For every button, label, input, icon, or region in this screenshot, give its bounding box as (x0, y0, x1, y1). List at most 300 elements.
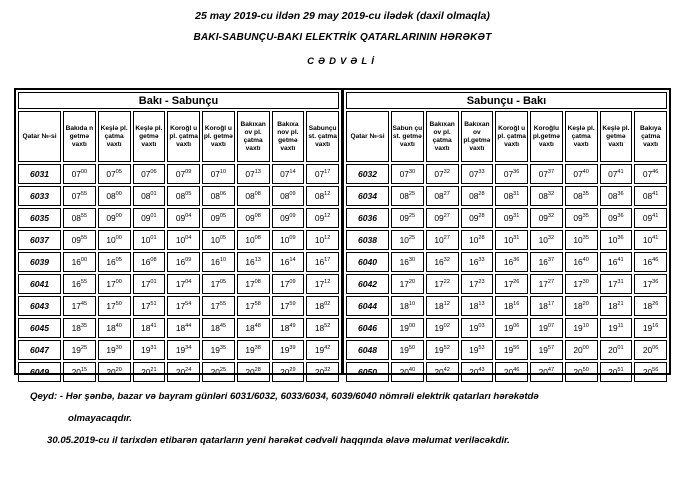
time-cell (426, 340, 459, 360)
time-cell (306, 318, 339, 338)
time-hour: 18 (399, 301, 409, 311)
time-minute: 20 (408, 279, 416, 286)
time-minute: 00 (115, 235, 122, 242)
column-header: Bakıxan ov pl. çatma vaxtı (426, 111, 459, 162)
time-hour: 17 (434, 279, 444, 289)
time-minute: 55 (80, 279, 88, 286)
time-minute: 24 (185, 367, 192, 374)
time-minute: 27 (547, 279, 555, 286)
time-cell (237, 230, 270, 250)
time-cell (495, 318, 528, 338)
time-hour: 10 (106, 235, 116, 245)
time-hour: 19 (503, 345, 514, 355)
time-cell (306, 274, 339, 294)
time-hour: 18 (538, 301, 548, 311)
time-minute: 46 (513, 367, 520, 374)
time-cell (530, 252, 563, 272)
time-cell (391, 362, 424, 382)
time-hour: 18 (71, 323, 81, 333)
time-hour: 16 (71, 257, 81, 267)
table-row (346, 274, 667, 294)
time-cell (600, 230, 633, 250)
time-minute: 52 (443, 345, 450, 352)
time-cell (461, 252, 494, 272)
time-minute: 28 (478, 213, 485, 220)
time-hour: 16 (469, 257, 479, 267)
train-number: 6044 (346, 296, 389, 316)
time-cell (565, 318, 598, 338)
time-cell (426, 318, 459, 338)
table-row (18, 318, 339, 338)
time-cell (634, 296, 667, 316)
time-minute: 36 (652, 279, 659, 286)
time-hour: 20 (175, 367, 186, 377)
time-hour: 17 (71, 301, 81, 311)
time-hour: 20 (642, 367, 653, 377)
time-minute: 16 (513, 301, 520, 308)
time-minute: 08 (254, 213, 261, 220)
time-minute: 09 (185, 257, 192, 264)
time-hour: 18 (314, 323, 325, 333)
table-row (346, 362, 667, 382)
train-number: 6049 (18, 362, 61, 382)
train-number: 6035 (18, 208, 61, 228)
time-hour: 07 (538, 169, 548, 179)
time-hour: 19 (106, 345, 116, 355)
time-minute: 01 (150, 191, 157, 198)
time-minute: 10 (408, 301, 416, 308)
train-number: 6038 (346, 230, 389, 250)
time-minute: 27 (443, 191, 450, 198)
time-cell (306, 186, 339, 206)
time-cell (237, 208, 270, 228)
time-hour: 19 (210, 345, 220, 355)
time-hour: 16 (642, 257, 653, 267)
time-minute: 12 (324, 213, 331, 220)
time-minute: 55 (80, 191, 88, 198)
time-minute: 30 (408, 169, 416, 176)
table-row (346, 208, 667, 228)
note-line-2: olmayacaqdır. (68, 413, 132, 424)
table-row (18, 208, 339, 228)
time-hour: 16 (175, 257, 186, 267)
time-cell (391, 164, 424, 184)
time-cell (133, 252, 166, 272)
time-hour: 10 (314, 235, 325, 245)
time-cell (461, 318, 494, 338)
time-cell (63, 252, 96, 272)
time-hour: 08 (538, 191, 548, 201)
time-minute: 06 (513, 323, 520, 330)
time-minute: 37 (547, 169, 555, 176)
column-header: Koroğl u pl. getmə vaxtı (202, 111, 235, 162)
time-hour: 18 (573, 301, 583, 311)
time-hour: 18 (141, 323, 151, 333)
time-cell (391, 296, 424, 316)
time-minute: 04 (185, 213, 192, 220)
time-minute: 45 (80, 301, 88, 308)
time-cell (495, 296, 528, 316)
time-hour: 08 (314, 191, 325, 201)
time-cell (98, 296, 131, 316)
time-cell (426, 252, 459, 272)
time-hour: 17 (106, 279, 116, 289)
time-hour: 09 (141, 213, 151, 223)
time-hour: 10 (434, 235, 444, 245)
time-cell (202, 208, 235, 228)
time-hour: 17 (469, 279, 479, 289)
time-minute: 35 (582, 213, 589, 220)
time-cell (634, 186, 667, 206)
time-minute: 20 (115, 367, 122, 374)
time-cell (530, 274, 563, 294)
time-minute: 25 (219, 367, 227, 374)
time-hour: 19 (434, 345, 444, 355)
column-header: Keşlə pl. çatma vaxtı (565, 111, 598, 162)
time-hour: 07 (573, 169, 583, 179)
time-hour: 16 (573, 257, 583, 267)
time-minute: 01 (150, 235, 157, 242)
baki-sabuncu-tbody (18, 92, 339, 382)
time-cell (98, 318, 131, 338)
table-title-row (346, 92, 667, 109)
time-cell (391, 340, 424, 360)
time-hour: 19 (399, 345, 409, 355)
time-cell (426, 164, 459, 184)
time-hour: 08 (106, 191, 116, 201)
time-hour: 08 (141, 191, 151, 201)
time-minute: 41 (150, 323, 157, 330)
time-hour: 07 (245, 169, 255, 179)
table-row (18, 296, 339, 316)
time-minute: 09 (185, 169, 192, 176)
time-hour: 17 (538, 279, 548, 289)
time-hour: 18 (469, 301, 479, 311)
time-cell (63, 230, 96, 250)
time-hour: 10 (245, 235, 255, 245)
time-hour: 07 (608, 169, 618, 179)
time-minute: 36 (513, 257, 520, 264)
time-cell (530, 186, 563, 206)
time-cell (600, 340, 633, 360)
time-cell (461, 340, 494, 360)
train-number: 6048 (346, 340, 389, 360)
table-row (18, 164, 339, 184)
time-cell (167, 186, 200, 206)
time-cell (426, 274, 459, 294)
time-minute: 30 (408, 257, 416, 264)
column-header: Bakıxan ov pl.getmə vaxtı (461, 111, 494, 162)
time-minute: 00 (582, 345, 589, 352)
time-minute: 02 (443, 323, 450, 330)
time-cell (98, 164, 131, 184)
time-cell (530, 296, 563, 316)
time-minute: 05 (219, 235, 227, 242)
time-minute: 08 (254, 235, 261, 242)
time-cell (133, 296, 166, 316)
time-cell (133, 340, 166, 360)
train-number: 6039 (18, 252, 61, 272)
time-cell (495, 164, 528, 184)
baki-sabuncu-table (14, 88, 343, 375)
time-hour: 17 (141, 301, 151, 311)
time-cell (600, 252, 633, 272)
schedule-subtitle: CƏDVƏLİ (307, 56, 378, 67)
time-hour: 07 (469, 169, 479, 179)
time-cell (167, 362, 200, 382)
time-hour: 17 (106, 301, 116, 311)
time-cell (461, 186, 494, 206)
time-hour: 09 (280, 213, 290, 223)
time-minute: 35 (80, 323, 88, 330)
time-hour: 20 (314, 367, 325, 377)
time-cell (306, 296, 339, 316)
time-cell (202, 318, 235, 338)
time-minute: 01 (617, 345, 624, 352)
time-cell (167, 274, 200, 294)
time-hour: 08 (469, 191, 479, 201)
time-hour: 20 (434, 367, 444, 377)
time-minute: 38 (254, 345, 261, 352)
time-hour: 20 (503, 367, 514, 377)
time-cell (63, 340, 96, 360)
time-hour: 20 (642, 345, 653, 355)
time-cell (426, 186, 459, 206)
time-cell (63, 186, 96, 206)
column-header: Koroğlu pl.getmə vaxtı (530, 111, 563, 162)
time-hour: 16 (399, 257, 409, 267)
time-hour: 07 (399, 169, 409, 179)
time-minute: 42 (443, 367, 450, 374)
time-minute: 34 (185, 345, 192, 352)
table-row (346, 164, 667, 184)
time-hour: 17 (175, 279, 186, 289)
time-cell (272, 362, 305, 382)
time-cell (530, 318, 563, 338)
time-hour: 20 (399, 367, 409, 377)
time-minute: 40 (582, 257, 589, 264)
time-cell (426, 208, 459, 228)
column-header-row (346, 111, 667, 162)
time-hour: 07 (141, 169, 151, 179)
time-cell (461, 164, 494, 184)
time-cell (272, 186, 305, 206)
time-hour: 18 (245, 323, 255, 333)
time-hour: 19 (314, 345, 325, 355)
time-cell (426, 230, 459, 250)
time-minute: 11 (617, 323, 624, 330)
train-number: 6050 (346, 362, 389, 382)
time-hour: 17 (280, 279, 290, 289)
time-cell (461, 274, 494, 294)
time-minute: 43 (478, 367, 485, 374)
time-minute: 57 (547, 345, 555, 352)
time-cell (133, 318, 166, 338)
time-minute: 00 (80, 257, 88, 264)
time-minute: 44 (185, 323, 192, 330)
time-cell (98, 230, 131, 250)
time-cell (98, 274, 131, 294)
time-cell (133, 274, 166, 294)
train-number: 6042 (346, 274, 389, 294)
time-minute: 25 (408, 191, 416, 198)
time-minute: 53 (478, 345, 485, 352)
train-number: 6043 (18, 296, 61, 316)
time-cell (63, 164, 96, 184)
time-minute: 36 (617, 235, 624, 242)
time-cell (63, 208, 96, 228)
time-cell (272, 208, 305, 228)
time-minute: 32 (547, 235, 555, 242)
time-minute: 17 (324, 169, 331, 176)
time-minute: 41 (617, 257, 624, 264)
note-line-1: Qeyd: - Hər şənbə, bazar və bayram günləri 6031/6032, 6033/6034, 6039/6040 nömrəli elektrik qatarları hərəkətdə (30, 391, 539, 402)
column-header: Bakıxa nov pl. getmə vaxtı (272, 111, 305, 162)
time-cell (98, 340, 131, 360)
time-cell (306, 362, 339, 382)
time-hour: 19 (280, 345, 290, 355)
time-hour: 16 (141, 257, 151, 267)
time-cell (63, 296, 96, 316)
table-row (18, 186, 339, 206)
time-cell (495, 340, 528, 360)
table-row (18, 274, 339, 294)
time-cell (237, 362, 270, 382)
time-hour: 20 (573, 367, 583, 377)
time-hour: 20 (245, 367, 255, 377)
time-cell (237, 252, 270, 272)
time-minute: 06 (219, 191, 227, 198)
time-cell (167, 296, 200, 316)
time-minute: 32 (324, 367, 331, 374)
time-hour: 20 (210, 367, 220, 377)
time-hour: 08 (280, 191, 290, 201)
time-minute: 28 (478, 235, 485, 242)
time-minute: 04 (185, 235, 192, 242)
time-minute: 36 (617, 213, 624, 220)
time-cell (495, 186, 528, 206)
time-minute: 26 (652, 301, 659, 308)
column-header: Koroğl u pl. çatma vaxtı (167, 111, 200, 162)
train-number: 6031 (18, 164, 61, 184)
time-minute: 08 (254, 279, 261, 286)
table-title: Bakı - Sabunçu (18, 92, 339, 109)
time-minute: 15 (80, 367, 88, 374)
time-cell (237, 318, 270, 338)
time-cell (565, 340, 598, 360)
time-minute: 59 (289, 301, 296, 308)
time-minute: 16 (652, 323, 659, 330)
time-hour: 19 (469, 323, 479, 333)
time-cell (565, 274, 598, 294)
time-minute: 35 (582, 235, 589, 242)
time-cell (167, 208, 200, 228)
time-hour: 16 (71, 279, 81, 289)
time-minute: 28 (478, 191, 485, 198)
time-minute: 41 (652, 235, 659, 242)
time-minute: 46 (652, 257, 659, 264)
time-cell (634, 230, 667, 250)
time-minute: 55 (80, 235, 88, 242)
time-hour: 07 (434, 169, 444, 179)
time-cell (237, 340, 270, 360)
train-number: 6040 (346, 252, 389, 272)
time-cell (600, 362, 633, 382)
time-hour: 07 (210, 169, 220, 179)
time-cell (565, 252, 598, 272)
time-cell (167, 230, 200, 250)
time-cell (202, 230, 235, 250)
time-cell (202, 252, 235, 272)
time-cell (391, 274, 424, 294)
time-minute: 31 (513, 191, 520, 198)
table-row (346, 296, 667, 316)
time-minute: 05 (115, 169, 122, 176)
time-minute: 08 (150, 257, 157, 264)
time-minute: 10 (582, 323, 589, 330)
time-hour: 07 (280, 169, 290, 179)
time-minute: 20 (582, 301, 589, 308)
time-hour: 16 (538, 257, 548, 267)
time-hour: 17 (503, 279, 514, 289)
time-hour: 09 (608, 213, 618, 223)
time-hour: 09 (245, 213, 255, 223)
time-cell (530, 362, 563, 382)
time-hour: 20 (106, 367, 116, 377)
time-cell (565, 164, 598, 184)
time-cell (495, 252, 528, 272)
time-cell (461, 230, 494, 250)
time-cell (565, 296, 598, 316)
time-cell (461, 362, 494, 382)
time-minute: 51 (617, 367, 624, 374)
time-minute: 31 (513, 235, 520, 242)
time-cell (391, 208, 424, 228)
time-cell (391, 186, 424, 206)
time-minute: 10 (219, 169, 227, 176)
time-cell (63, 362, 96, 382)
time-minute: 05 (219, 213, 227, 220)
time-minute: 35 (582, 191, 589, 198)
time-minute: 09 (289, 191, 296, 198)
time-cell (272, 164, 305, 184)
time-hour: 20 (608, 345, 618, 355)
time-minute: 42 (324, 345, 331, 352)
time-minute: 30 (115, 345, 122, 352)
time-cell (426, 362, 459, 382)
time-hour: 18 (175, 323, 186, 333)
table-row (18, 362, 339, 382)
time-cell (237, 186, 270, 206)
time-cell (530, 340, 563, 360)
time-minute: 58 (254, 301, 261, 308)
time-cell (167, 318, 200, 338)
column-header: Koroğl u pl. çatma vaxtı (495, 111, 528, 162)
time-cell (63, 274, 96, 294)
time-hour: 08 (399, 191, 409, 201)
time-cell (202, 164, 235, 184)
time-minute: 41 (652, 213, 659, 220)
time-cell (634, 164, 667, 184)
time-cell (495, 230, 528, 250)
time-minute: 06 (150, 169, 157, 176)
time-hour: 16 (280, 257, 290, 267)
time-hour: 10 (642, 235, 653, 245)
time-hour: 17 (210, 279, 220, 289)
table-row (346, 230, 667, 250)
time-hour: 19 (245, 345, 255, 355)
time-cell (237, 164, 270, 184)
